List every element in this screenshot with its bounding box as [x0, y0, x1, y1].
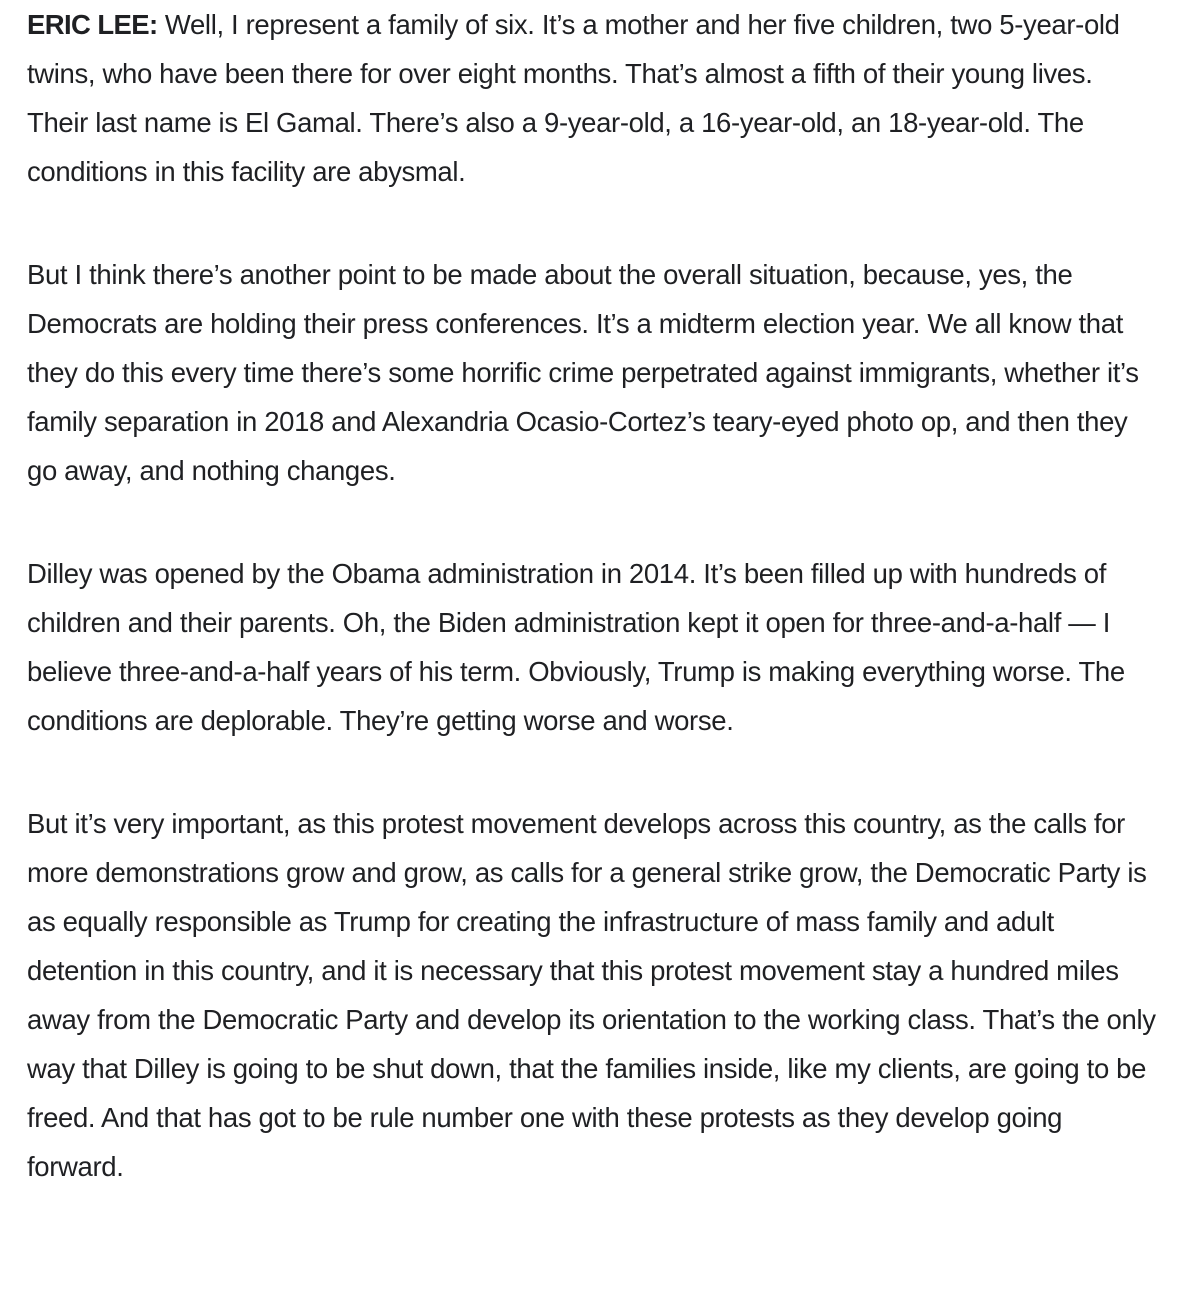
paragraph-text: Dilley was opened by the Obama administration in 2014. It’s been filled up with hundreds of children and their parents. Oh, the Biden administration kept it open for three-and-a-half — I believe three-and-a-half years of his term. Obviously, Trump is making everything worse. The conditions are deplorable. They’re getting worse and worse.: [27, 558, 1125, 736]
paragraph-text: But it’s very important, as this protest movement develops across this country, as the calls for more demonstrations grow and grow, as calls for a general strike grow, the Democratic Party is as equally responsible as Trump for creating the infrastructure of mass family and adult detention in this country, and it is necessary that this protest movement stay a hundred miles away from the Democratic Party and develop its orientation to the working class. That’s the only way that Dilley is going to be shut down, that the families inside, like my clients, are going to be freed. And that has got to be rule number one with these protests as they develop going forward.: [27, 808, 1156, 1182]
speaker-name: ERIC LEE:: [27, 9, 158, 40]
paragraph-text: Well, I represent a family of six. It’s a mother and her five children, two 5-year-old twins, who have been there for over eight months. That’s almost a fifth of their young lives. Their last name is El Gamal. There’s also a 9-year-old, a 16-year-old, an 18-year-old. The conditions in this facility are abysmal.: [27, 9, 1120, 187]
transcript-paragraph-2: [27, 250, 1160, 495]
transcript-paragraph-1: [27, 0, 1160, 196]
transcript-paragraph-4: [27, 799, 1160, 1191]
paragraph-text: But I think there’s another point to be made about the overall situation, because, yes, the Democrats are holding their press conferences. It’s a midterm election year. We all know that they do this every time there’s some horrific crime perpetrated against immigrants, whether it’s family separation in 2018 and Alexandria Ocasio-Cortez’s teary-eyed photo op, and then they go away, and nothing changes.: [27, 259, 1139, 486]
transcript-paragraph-3: [27, 549, 1160, 745]
